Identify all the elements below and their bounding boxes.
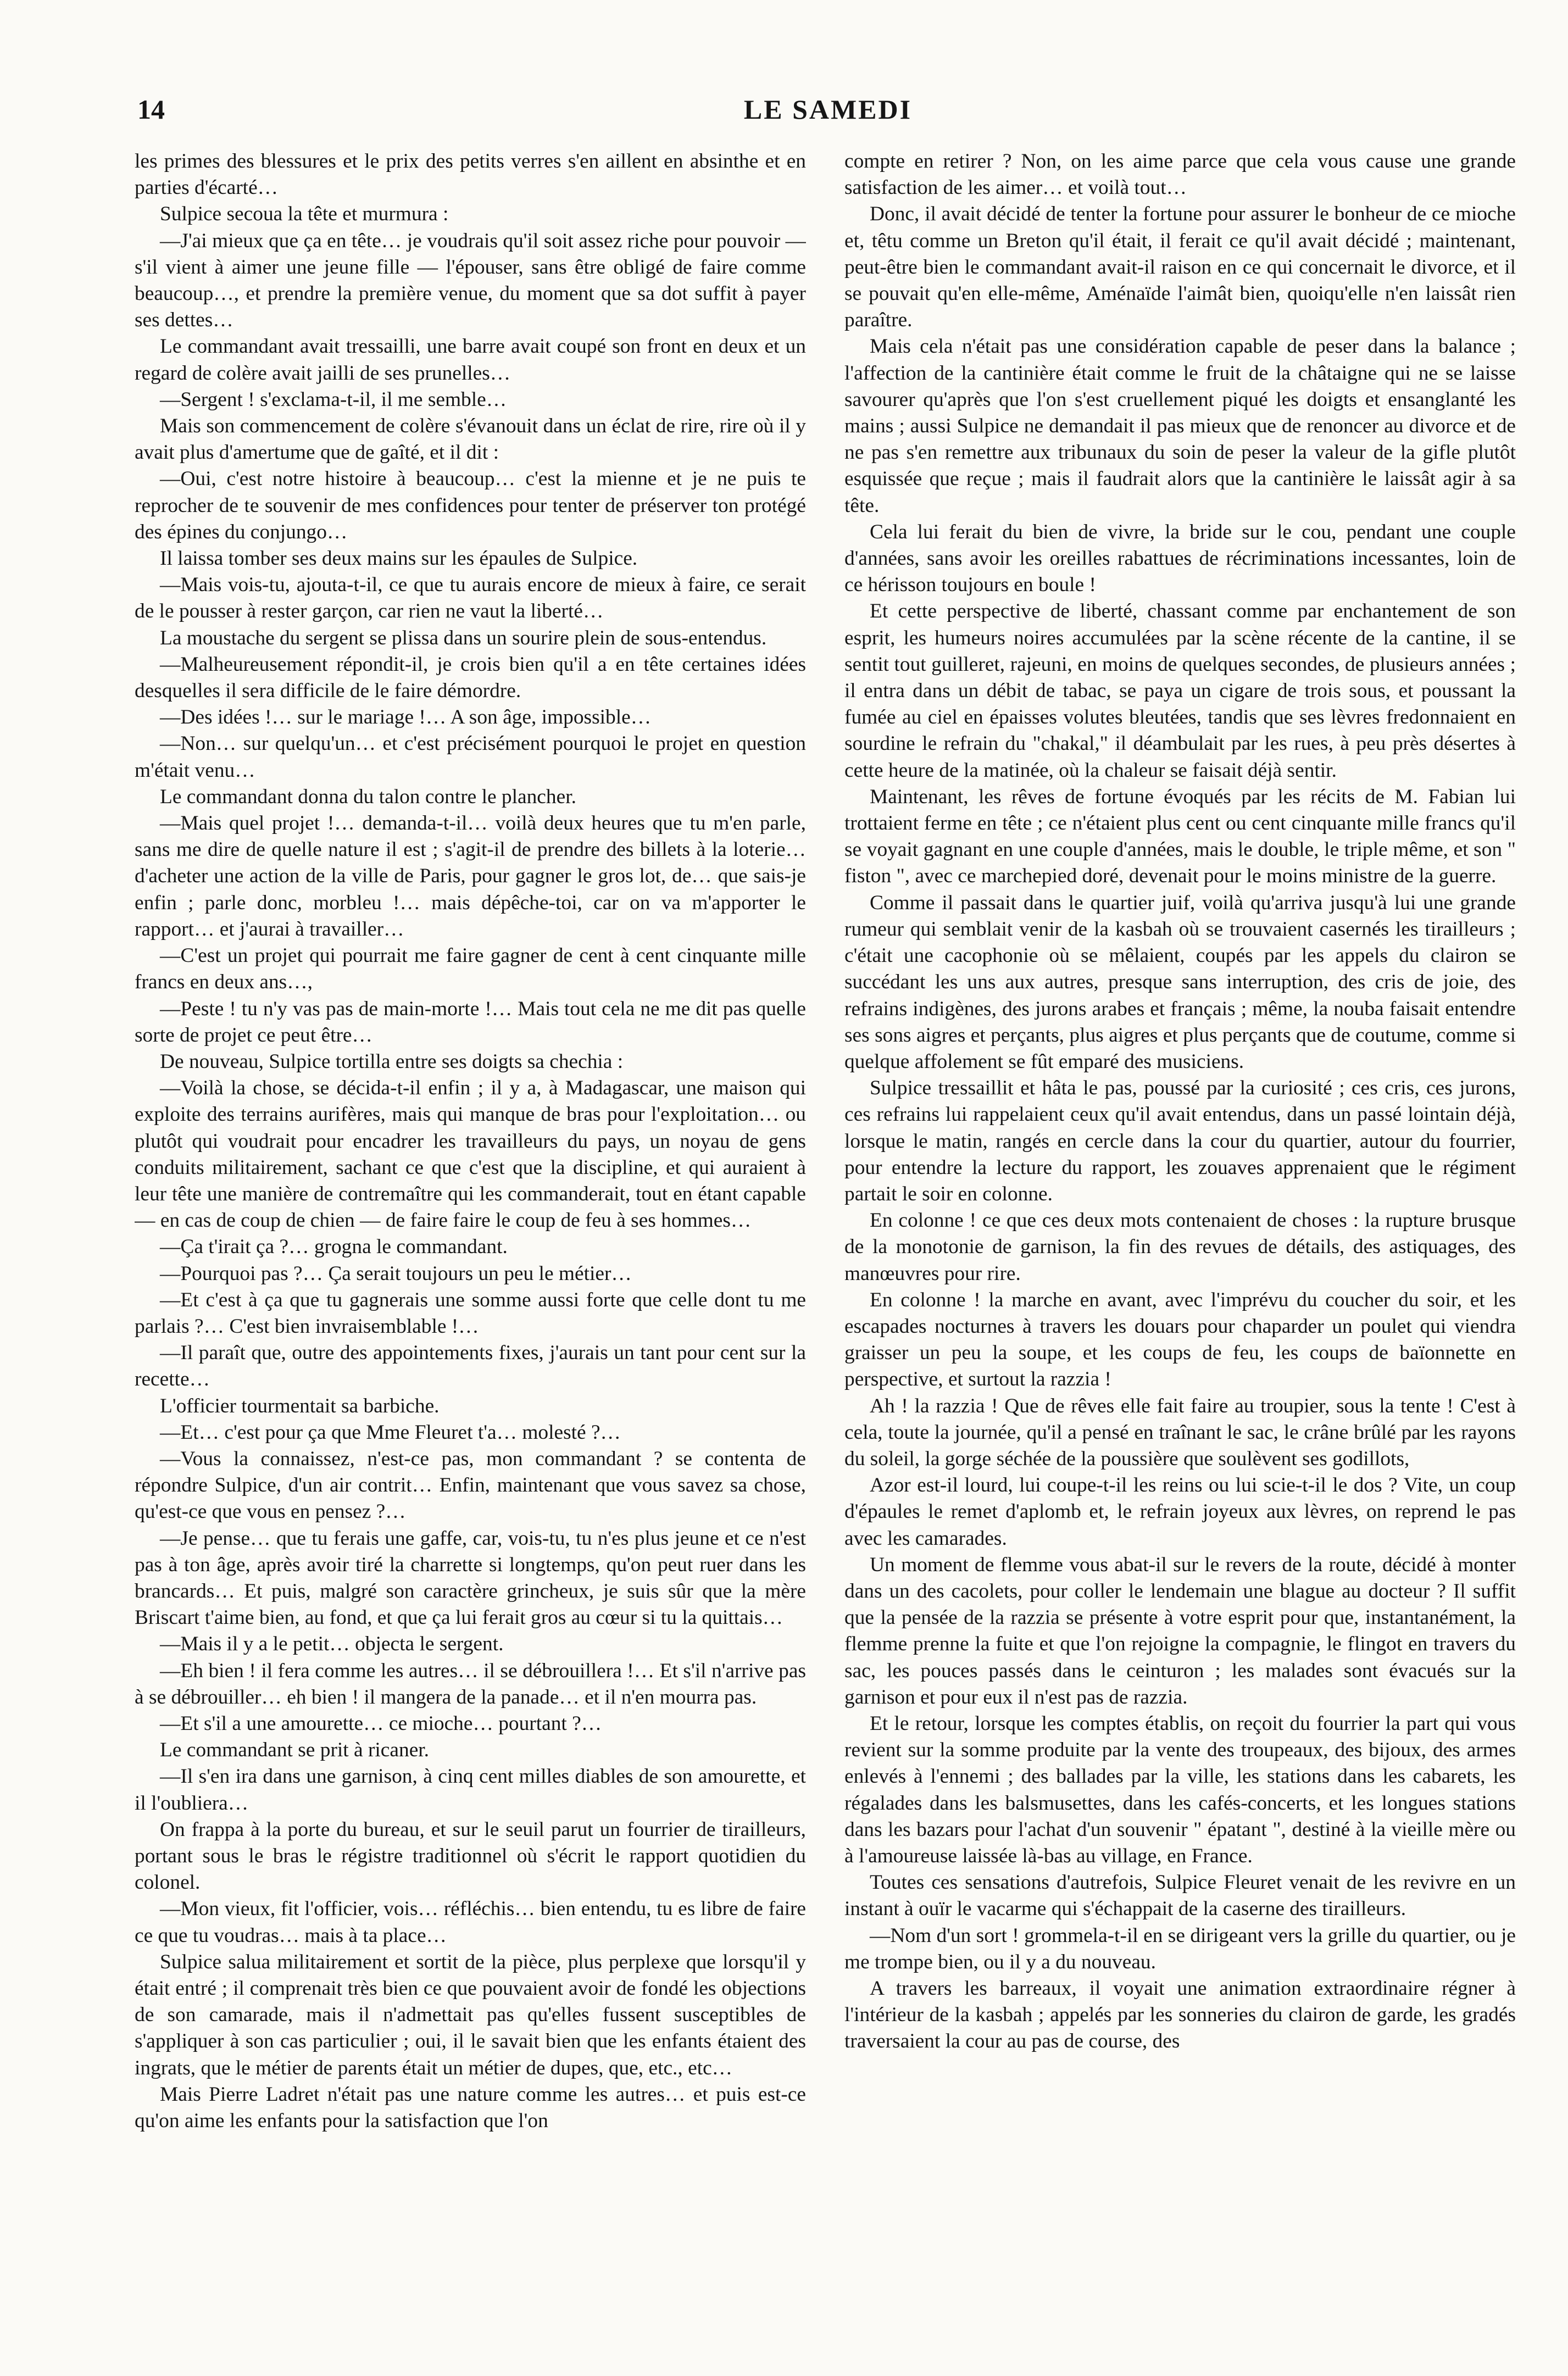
paragraph: En colonne ! ce que ces deux mots contenaient de choses : la rupture brusque de la monotonie de garnison, la fin des revues de détails, des astiquages, des manœuvres pour rire.: [844, 1209, 1516, 1285]
paragraph: —Et… c'est pour ça que Mme Fleuret t'a… molesté ?…: [160, 1421, 621, 1444]
paragraph: Le commandant donna du talon contre le plancher.: [160, 785, 576, 808]
paragraph: Mais Pierre Ladret n'était pas une nature comme les autres… et puis est-ce qu'on aime les enfants pour la satisfaction que l'on: [135, 2083, 806, 2133]
paragraph: —Peste ! tu n'y vas pas de main-morte !… Mais tout cela ne me dit pas quelle sorte de projet ce peut être…: [135, 997, 806, 1047]
paragraph: —J'ai mieux que ça en tête… je voudrais qu'il soit assez riche pour pouvoir — s'il vient à aimer une jeune fille — l'épouser, sans être obligé de faire comme beaucoup…, et prendre la première venue, du moment que sa dot suffit à payer ses dettes…: [135, 229, 806, 332]
page-number: 14: [137, 94, 165, 125]
paragraph: Donc, il avait décidé de tenter la fortune pour assurer le bonheur de ce mioche et, têtu comme un Breton qu'il était, il ferait ce qu'il avait décidé ; maintenant, peut-être bien le commandant avait-il raison en ce qui concernait le divorce, et il se pouvait qu'en elle-même, Aménaïde l'aimât bien, quoiqu'elle n'en laissât rien paraître.: [844, 203, 1516, 332]
paragraph: —Non… sur quelqu'un… et c'est précisément pourquoi le projet en question m'était venu…: [135, 732, 806, 782]
paragraph: —Malheureusement répondit-il, je crois bien qu'il a en tête certaines idées desquelles il sera difficile de le faire démordre.: [135, 653, 806, 703]
paragraph: —Il s'en ira dans une garnison, à cinq cent milles diables de son amourette, et il l'oubliera…: [135, 1765, 806, 1815]
paragraph: De nouveau, Sulpice tortilla entre ses doigts sa chechia :: [160, 1050, 624, 1073]
paragraph: —Voilà la chose, se décida-t-il enfin ; il y a, à Madagascar, une maison qui exploite des terrains aurifères, mais qui manque de bras pour l'exploitation… ou plutôt qui voudrait pour encadrer les travailleurs du pays, un noyau de gens conduits militairement, sachant ce que c'est que la discipline, et qui auraient à leur tête une manière de contremaître qui les commanderait, tout en étant capable — en cas de coup de chien — de faire faire le coup de feu à ses hommes…: [135, 1077, 806, 1232]
paragraph: —Mais quel projet !… demanda-t-il… voilà deux heures que tu m'en parle, sans me dire de quelle nature il est ; s'agit-il de prendre des billets à la loterie… d'acheter une action de la ville de Paris, pour gagner le gros lot, de… que sais-je enfin ; parle donc, morbleu !… mais dépêche-toi, car on va m'apporter le rapport… et j'aurai à travailler…: [135, 812, 806, 941]
paragraph: —Sergent ! s'exclama-t-il, il me semble…: [160, 388, 507, 411]
paragraph: L'officier tourmentait sa barbiche.: [160, 1394, 440, 1417]
paragraph: —Je pense… que tu ferais une gaffe, car, vois-tu, tu n'es plus jeune et ce n'est pas à ton âge, après avoir tiré la charrette si longtemps, qu'on peut ruer dans les brancards… Et puis, malgré son caractère grincheux, je suis sûr que la mère Briscart t'aime bien, au fond, et que ça lui ferait gros au cœur si tu la quittais…: [135, 1527, 806, 1629]
left-column: [135, 148, 806, 2340]
paragraph: A travers les barreaux, il voyait une animation extraordinaire régner à l'intérieur de la kasbah ; appelés par les sonneries du clairon de garde, les gradés traversaient la cour au pas de course, des: [844, 1977, 1516, 2053]
paragraph: Et cette perspective de liberté, chassant comme par enchantement de son esprit, les humeurs noires accumulées par la scène récente de la cantine, il se sentit tout guilleret, rajeuni, en moins de quelques secondes, de plusieurs années ; il entra dans un débit de tabac, se paya un cigare de trois sous, et poussant la fumée au ciel en épaisses volutes bleutées, tandis que ses lèvres fredonnaient en sourdine le refrain du "chakal," il déambulait par les rues, à peu près désertes à cette heure de la matinée, où la chaleur se faisait déjà sentir.: [844, 600, 1516, 782]
paragraph: —Oui, c'est notre histoire à beaucoup… c'est la mienne et je ne puis te reprocher de te souvenir de mes confidences pour tenter de préserver ton protégé des épines du conjungo…: [135, 468, 806, 543]
paragraph: —Et c'est à ça que tu gagnerais une somme aussi forte que celle dont tu me parlais ?… C'est bien invraisemblable !…: [135, 1288, 806, 1338]
paragraph: Sulpice secoua la tête et murmura :: [160, 203, 449, 226]
paragraph: —C'est un projet qui pourrait me faire gagner de cent à cent cinquante mille francs en deux ans…,: [135, 944, 806, 994]
paragraph: —Pourquoi pas ?… Ça serait toujours un peu le métier…: [160, 1262, 632, 1285]
paragraph: —Des idées !… sur le mariage !… A son âge, impossible…: [160, 706, 652, 729]
paragraph: Sulpice tressaillit et hâta le pas, poussé par la curiosité ; ces cris, ces jurons, ces refrains lui rappelaient ceux qu'il avait entendus, dans un passé lointain déjà, lorsque le matin, rangés en cercle dans la cour du quartier, autour du fourrier, pour entendre la lecture du rapport, les zouaves apprenaient que le régiment partait le soir en colonne.: [844, 1077, 1516, 1205]
paragraph: compte en retirer ? Non, on les aime parce que cela vous cause une grande satisfaction de les aimer… et voilà tout…: [844, 150, 1516, 199]
paragraph: —Mais vois-tu, ajouta-t-il, ce que tu aurais encore de mieux à faire, ce serait de le pousser à rester garçon, car rien ne vaut la liberté…: [135, 574, 806, 623]
paragraph: les primes des blessures et le prix des petits verres s'en aillent en absinthe et en parties d'écarté…: [135, 150, 806, 199]
paragraph: Sulpice salua militairement et sortit de la pièce, plus perplexe que lorsqu'il y était entré ; il comprenait très bien ce que pouvaient avoir de fondé les objections de son camarade, mais il n'admettait pas qu'elles fussent susceptibles de s'appliquer à son cas particulier ; oui, il le savait bien que les enfants étaient des ingrats, que le métier de parents était un métier de dupes, que, etc., etc…: [135, 1950, 806, 2079]
paragraph: —Mais il y a le petit… objecta le sergent.: [160, 1633, 504, 1656]
paragraph: Comme il passait dans le quartier juif, voilà qu'arriva jusqu'à lui une grande rumeur qui semblait venir de la kasbah où se trouvaient casernés les tirailleurs ; c'était une cacophonie où se mêlaient, coupés par les appels du clairon se succédant les uns aux autres, presque sans interruption, des cris de joie, des refrains indigènes, des jurons arabes et français ; même, la nouba faisait entendre ses sons aigres et perçants, plus aigres et plus perçants que de coutume, comme si quelque affolement se fût emparé des musiciens.: [844, 891, 1516, 1073]
paragraph: —Mon vieux, fit l'officier, vois… réfléchis… bien entendu, tu es libre de faire ce que tu voudras… mais à ta place…: [135, 1898, 806, 1947]
paragraph: —Eh bien ! il fera comme les autres… il se débrouillera !… Et s'il n'arrive pas à se débrouiller… eh bien ! il mangera de la panade… et il n'en mourra pas.: [135, 1659, 806, 1709]
paragraph: Maintenant, les rêves de fortune évoqués par les récits de M. Fabian lui trottaient ferme en tête ; ce n'étaient plus cent ou cent cinquante mille francs qu'il se voyait gagnant en une couple d'années, mais le double, le triple même, et son " fiston ", avec ce marchepied doré, devenait pour le moins ministre de la guerre.: [844, 785, 1516, 888]
paragraph: On frappa à la porte du bureau, et sur le seuil parut un fourrier de tirailleurs, portant sous le bras le régistre traditionnel où s'écrit le rapport quotidien du colonel.: [135, 1818, 806, 1894]
text-columns: [135, 148, 1516, 2340]
paragraph: Cela lui ferait du bien de vivre, la bride sur le cou, pendant une couple d'années, sans avoir les oreilles rabattues de récriminations incessantes, loin de ce hérisson toujours en boule !: [844, 520, 1516, 597]
paragraph: Un moment de flemme vous abat-il sur le revers de la route, décidé à monter dans un des cacolets, pour coller le lendemain une blague au docteur ? Il suffit que la pensée de la razzia se présente à votre esprit pour que, instantanément, la flemme prenne la fuite et que l'on rejoigne la compagnie, le flingot en travers du sac, les pouces passés dans le ceinturon ; les malades sont évacués sur la garnison et pour eux il n'est pas de razzia.: [844, 1553, 1516, 1709]
paragraph: —Nom d'un sort ! grommela-t-il en se dirigeant vers la grille du quartier, ou je me trompe bien, ou il y a du nouveau.: [844, 1924, 1516, 1973]
running-title: LE SAMEDI: [743, 94, 913, 125]
paragraph: En colonne ! la marche en avant, avec l'imprévu du coucher du soir, et les escapades nocturnes à travers les douars pour chaparder un poulet qui viendra graisser un peu la soupe, et les coups de feu, les coups de baïonnette en perspective, et surtout la razzia !: [844, 1288, 1516, 1391]
paragraph: —Il paraît que, outre des appointements fixes, j'aurais un tant pour cent sur la recette…: [135, 1342, 806, 1391]
paragraph: Le commandant se prit à ricaner.: [160, 1739, 430, 1762]
paragraph: Azor est-il lourd, lui coupe-t-il les reins ou lui scie-t-il le dos ? Vite, un coup d'épaules le remet d'aplomb et, le refrain joyeux aux lèvres, on reprend le pas avec les camarades.: [844, 1474, 1516, 1550]
paragraph: —Vous la connaissez, n'est-ce pas, mon commandant ? se contenta de répondre Sulpice, d'un air contrit… Enfin, maintenant que vous savez sa chose, qu'est-ce que vous en pensez ?…: [135, 1447, 806, 1523]
paragraph: La moustache du sergent se plissa dans un sourire plein de sous-entendus.: [160, 626, 767, 649]
paragraph: Le commandant avait tressailli, une barre avait coupé son front en deux et un regard de colère avait jailli de ses prunelles…: [135, 335, 806, 385]
paragraph: Toutes ces sensations d'autrefois, Sulpice Fleuret venait de les revivre en un instant à ouïr le vacarme qui s'échappait de la caserne des tirailleurs.: [844, 1871, 1516, 1921]
paragraph: Mais cela n'était pas une considération capable de peser dans la balance ; l'affection de la cantinière était comme le fruit de la châtaigne qui ne se laisse savourer qu'après que l'on s'est cruellement piqué les doigts et ensanglanté les mains ; aussi Sulpice ne demandait il pas mieux que de renoncer au divorce et de ne pas s'en remettre aux tribunaux du soin de peser la valeur de la gifle plutôt esquissée que reçue ; mais il faudrait alors que la cantinière le laissât agir à sa tête.: [844, 335, 1516, 517]
paragraph: Et le retour, lorsque les comptes établis, on reçoit du fourrier la part qui vous revient sur la somme produite par la vente des troupeaux, des bijoux, des armes enlevés à l'ennemi ; des ballades par la ville, les stations dans les cabarets, les régalades dans les balsmusettes, dans les cafés-concerts, et les longues stations dans les bazars pour l'achat d'un souvenir " épatant ", destiné à la vieille mère ou à l'amoureuse laissée là-bas au village, en France.: [844, 1712, 1516, 1867]
page-header: [137, 93, 1519, 137]
paragraph: —Et s'il a une amourette… ce mioche… pourtant ?…: [160, 1712, 602, 1735]
paragraph: —Ça t'irait ça ?… grogna le commandant.: [160, 1236, 508, 1259]
paragraph: Il laissa tomber ses deux mains sur les épaules de Sulpice.: [160, 547, 638, 570]
paragraph: Mais son commencement de colère s'évanouit dans un éclat de rire, rire où il y avait plus d'amertume que de gaîté, et il dit :: [135, 415, 806, 464]
right-column: [844, 148, 1516, 2340]
paragraph: Ah ! la razzia ! Que de rêves elle fait faire au troupier, sous la tente ! C'est à cela, toute la journée, qu'il a pensé en traînant le sac, le crâne brûlé par les rayons du soleil, la gorge séchée de la poussière que soulèvent ses godillots,: [844, 1394, 1516, 1470]
